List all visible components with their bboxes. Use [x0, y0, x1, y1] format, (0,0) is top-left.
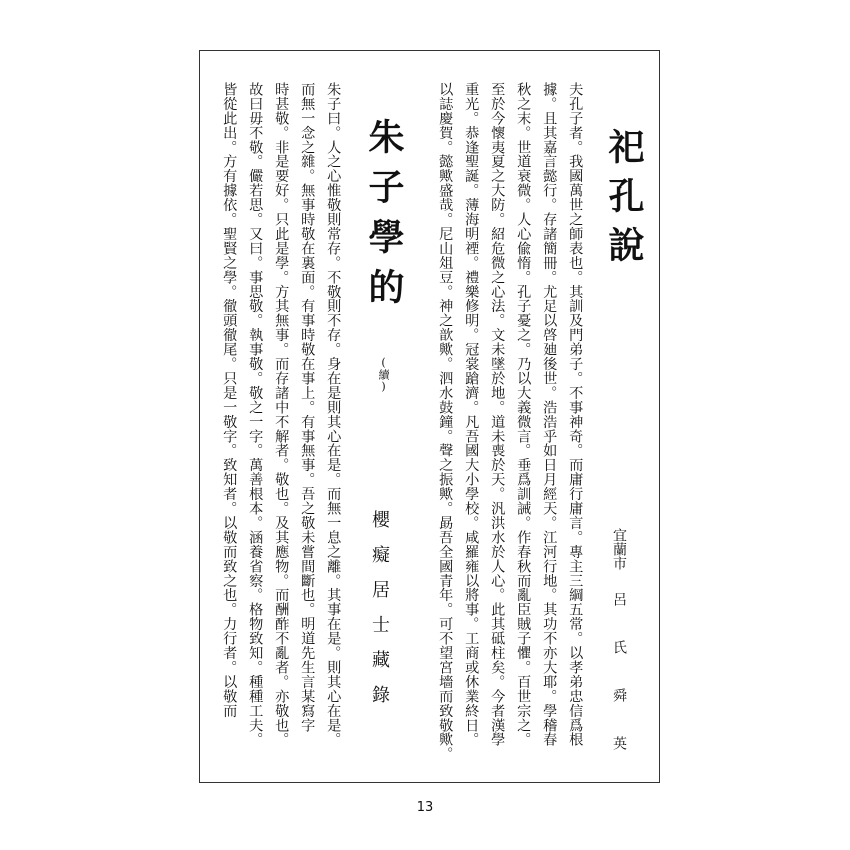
article1-line-2: 據。且其嘉言懿行。存諸簡冊。尤足以啓廸後世。浩浩乎如日月經天。江河行地。其功不亦大耶。學稽春 — [541, 82, 558, 747]
article1-line-1: 夫孔子者。我國萬世之師表也。其訓及門弟子。不事神奇。而庸行庸言。專主三綱五常。以孝弟忠信爲根 — [567, 82, 584, 747]
article2-author: 櫻癡居士藏錄 — [369, 510, 390, 720]
article2-line-1: 朱子曰。人之心惟敬則常存。不敬則不存。身在是則其心在是。而無一息之離。其事在是。則其心在是。 — [325, 82, 342, 747]
article1-byline-place: 宜蘭市 — [611, 528, 627, 570]
article1-line-6: 以誌慶賀。懿歟盛哉。尼山俎豆。神之歆歟。泗水鼓鐘。聲之振歟。勗吾全國青年。可不望宮墻而致敬歟。 — [437, 82, 454, 762]
article1-line-5: 重光。恭逢聖誕。薄海明禋。禮樂修明。冠裳蹌濟。凡吾國大小學校。咸羅雍以將事。工商或休業終日。 — [463, 82, 480, 747]
article2-line-5: 皆從此出。方有據依。聖賢之學。徹頭徹尾。只是一敬字。致知者。以敬而致之也。力行者。以敬而 — [221, 82, 238, 718]
article2-title: 朱子學的 — [363, 118, 405, 318]
article1-byline-name: 呂 氏 舜 英 — [611, 592, 627, 759]
article1-line-3: 秋之末。世道衰微。人心偸惰。孔子憂之。乃以大義微言。垂爲訓誡。作春秋而亂臣賊子懼。百世宗之。 — [515, 82, 532, 747]
article2-line-3: 時甚敬。非是要好。只此是學。方其無事。而存諸中不解者。敬也。及其應物。而酬酢不亂者。亦敬也。 — [273, 82, 290, 747]
article1-line-4: 至於今懷夷夏之大防。紹危微之心法。文未墜於地。道未喪於天。汎洪水於人心。此其砥柱矣。今者漢學 — [489, 82, 506, 747]
page-number: 13 — [416, 800, 434, 815]
article1-title: 祀孔說 — [603, 128, 645, 275]
article2-cont-mark: (續) — [377, 356, 390, 393]
article2-line-2: 而無一念之雜。無事時敬在裏面。有事時敬在事上。有事無事。吾之敬未嘗間斷也。明道先生言某寫字 — [299, 82, 316, 733]
page-border — [199, 50, 660, 783]
article2-line-4: 故曰毋不敬。儼若思。又曰。事思敬。執事敬。敬之一字。萬善根本。涵養省察。格物致知。種種工夫。 — [247, 82, 264, 747]
